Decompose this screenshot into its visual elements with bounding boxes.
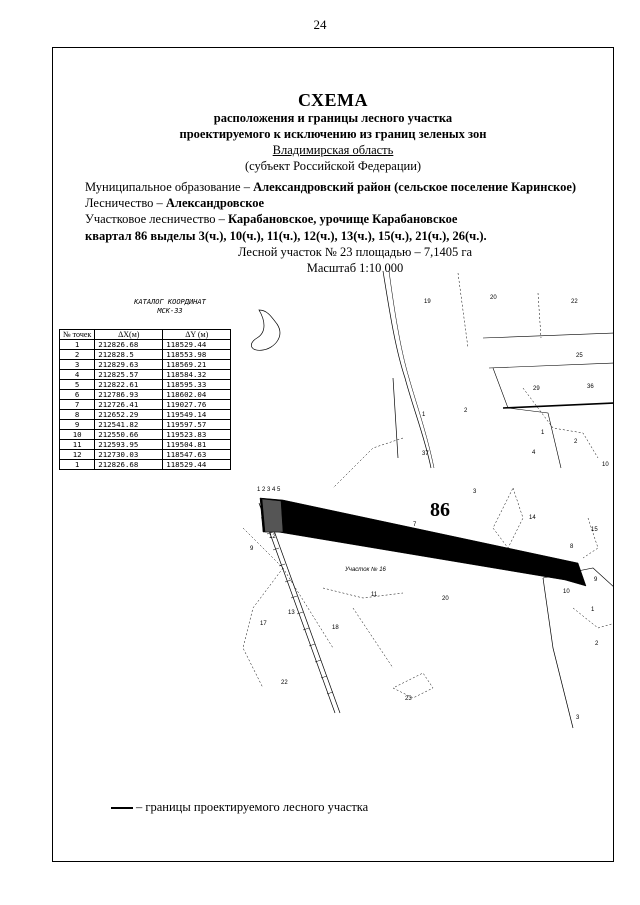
coord-dy: 118529.44 [163, 340, 231, 350]
point-number: 5 [60, 380, 95, 390]
point-number: 1 [60, 340, 95, 350]
coord-dx: 212829.63 [95, 360, 163, 370]
stand-label: 7 [413, 522, 417, 528]
coord-dy: 118595.33 [163, 380, 231, 390]
quarter-line [85, 228, 605, 244]
table-row [60, 380, 231, 390]
stand-label: 23 [405, 696, 412, 702]
coord-dx: 212550.66 [95, 430, 163, 440]
point-number: 8 [60, 410, 95, 420]
coord-dx: 212541.82 [95, 420, 163, 430]
stand-label: 1 [541, 430, 545, 436]
coord-dx: 212652.29 [95, 410, 163, 420]
stand-label: 13 [288, 610, 295, 616]
stand-label: 1 [591, 607, 595, 613]
stand-label: 20 [442, 596, 449, 602]
table-row [60, 440, 231, 450]
point-number: 11 [60, 440, 95, 450]
stand-label: 4 [532, 450, 536, 456]
stand-label: 25 [576, 353, 583, 359]
scheme-title: СХЕМА [297, 90, 369, 110]
coord-dx: 212826.68 [95, 340, 163, 350]
stand-label: 17 [260, 621, 267, 627]
coord-dx: 212828.5 [95, 350, 163, 360]
table-header-row [60, 330, 231, 340]
region-note: (субъект Российской Федерации) [244, 159, 422, 173]
coord-dx: 212826.68 [95, 460, 163, 470]
page-number: 24 [313, 17, 327, 32]
coord-dx: 212730.03 [95, 450, 163, 460]
coord-dy: 118529.44 [163, 460, 231, 470]
stand-label: 2 [574, 439, 578, 445]
coord-dy: 119523.83 [163, 430, 231, 440]
boundary-line-symbol [111, 807, 133, 809]
forestry-label: Лесничество – [85, 196, 166, 211]
stand-label: 15 [591, 527, 598, 533]
plot-info [85, 179, 605, 276]
stand-label: 29 [533, 386, 540, 392]
stand-label: 10 [602, 462, 609, 468]
coord-dy: 118584.32 [163, 370, 231, 380]
coord-dy: 118569.21 [163, 360, 231, 370]
plot-left-hatch [262, 499, 283, 532]
stand-label: 6 [289, 506, 293, 512]
stand-label: 8 [570, 544, 574, 550]
table-row [60, 390, 231, 400]
coord-dy: 119597.57 [163, 420, 231, 430]
stand-label: 19 [424, 299, 431, 305]
table-row [60, 360, 231, 370]
point-number: 10 [60, 430, 95, 440]
catalog-title [105, 298, 235, 316]
municipality-value: Александровский район (сельское поселение Каринское) [253, 180, 577, 194]
catalog-title-line2: МСК-33 [157, 307, 183, 315]
coord-dx: 212825.57 [95, 370, 163, 380]
municipality-label: Муниципальное образование – [85, 180, 254, 194]
stand-label: 3 [473, 489, 477, 495]
stand-label: 11 [371, 592, 378, 598]
table-row [60, 450, 231, 460]
coord-dy: 118547.63 [163, 450, 231, 460]
scheme-frame [52, 47, 614, 862]
coordinates-table [59, 329, 231, 470]
stand-label: 9 [594, 577, 598, 583]
plot-polygon [260, 498, 586, 586]
stand-label: 18 [332, 625, 339, 631]
stand-label: 1 [422, 412, 426, 418]
legend-text: – границы проектируемого лесного участка [136, 800, 369, 814]
forestry-line [85, 195, 605, 211]
coord-dy: 118553.98 [163, 350, 231, 360]
district-value: Карабановское, урочище Карабановское [228, 212, 458, 227]
map-legend [111, 800, 368, 815]
point-number: 4 [60, 370, 95, 380]
table-row [60, 460, 231, 470]
table-row [60, 340, 231, 350]
quarter-boundary [393, 378, 398, 458]
stand-label: 2 [464, 408, 468, 414]
col-header-point: № точек [60, 330, 95, 340]
col-header-dx: ΔX(м) [95, 330, 163, 340]
scale-line: Масштаб 1:10 000 [306, 261, 404, 276]
stand-label: 14 [529, 515, 536, 521]
table-row [60, 420, 231, 430]
col-header-dy: ΔY (м) [163, 330, 231, 340]
river-outline [251, 310, 280, 350]
point-number: 1 [60, 460, 95, 470]
point-number: 2 [60, 350, 95, 360]
table-row [60, 350, 231, 360]
coord-dx: 212786.93 [95, 390, 163, 400]
plot-area-line: Лесной участок № 23 площадью – 7,1405 га [237, 244, 473, 259]
stand-label: 9 [250, 546, 254, 552]
table-row [60, 400, 231, 410]
point-number: 3 [60, 360, 95, 370]
point-number: 7 [60, 400, 95, 410]
coord-dy: 119549.14 [163, 410, 231, 420]
quarter-value: квартал 86 выделы 3(ч.), 10(ч.), 11(ч.), 12(ч.), 13(ч.), 15(ч.), 21(ч.), 26(ч.). [85, 228, 487, 243]
point-number: 12 [60, 450, 95, 460]
corner-points-label: 1 2 3 4 5 [257, 487, 281, 493]
stand-label: 36 [587, 384, 594, 390]
point-number: 9 [60, 420, 95, 430]
stand-label: 10 [563, 589, 570, 595]
stand-label: 2 [595, 641, 599, 647]
stand-label: 37 [422, 451, 429, 457]
district-line [85, 211, 605, 227]
plot-label: Участок № 16 [345, 567, 386, 573]
stand-label: 12 [269, 534, 276, 540]
coord-dx: 212726.41 [95, 400, 163, 410]
coord-dy: 119504.81 [163, 440, 231, 450]
scheme-subtitle-1: расположения и границы лесного участка [213, 111, 453, 125]
region-name: Владимирская область [272, 143, 394, 157]
table-row [60, 410, 231, 420]
coord-dx: 212593.95 [95, 440, 163, 450]
municipality-line [85, 179, 605, 195]
scheme-header [53, 90, 613, 174]
coord-dy: 118602.04 [163, 390, 231, 400]
quarter-number: 86 [430, 499, 450, 521]
table-row [60, 370, 231, 380]
stand-label: 20 [490, 295, 497, 301]
stand-label: 22 [281, 680, 288, 686]
coord-dx: 212822.61 [95, 380, 163, 390]
catalog-title-line1: КАТАЛОГ КООРДИНАТ [134, 298, 206, 306]
scheme-subtitle-2: проектируемого к исключению из границ зеленых зон [179, 127, 487, 141]
forestry-value: Александровское [165, 196, 265, 211]
stand-label: 3 [576, 715, 580, 721]
district-label: Участковое лесничество – [85, 212, 229, 227]
coord-dy: 119027.76 [163, 400, 231, 410]
table-row [60, 430, 231, 440]
stand-label: 22 [571, 299, 578, 305]
point-number: 6 [60, 390, 95, 400]
